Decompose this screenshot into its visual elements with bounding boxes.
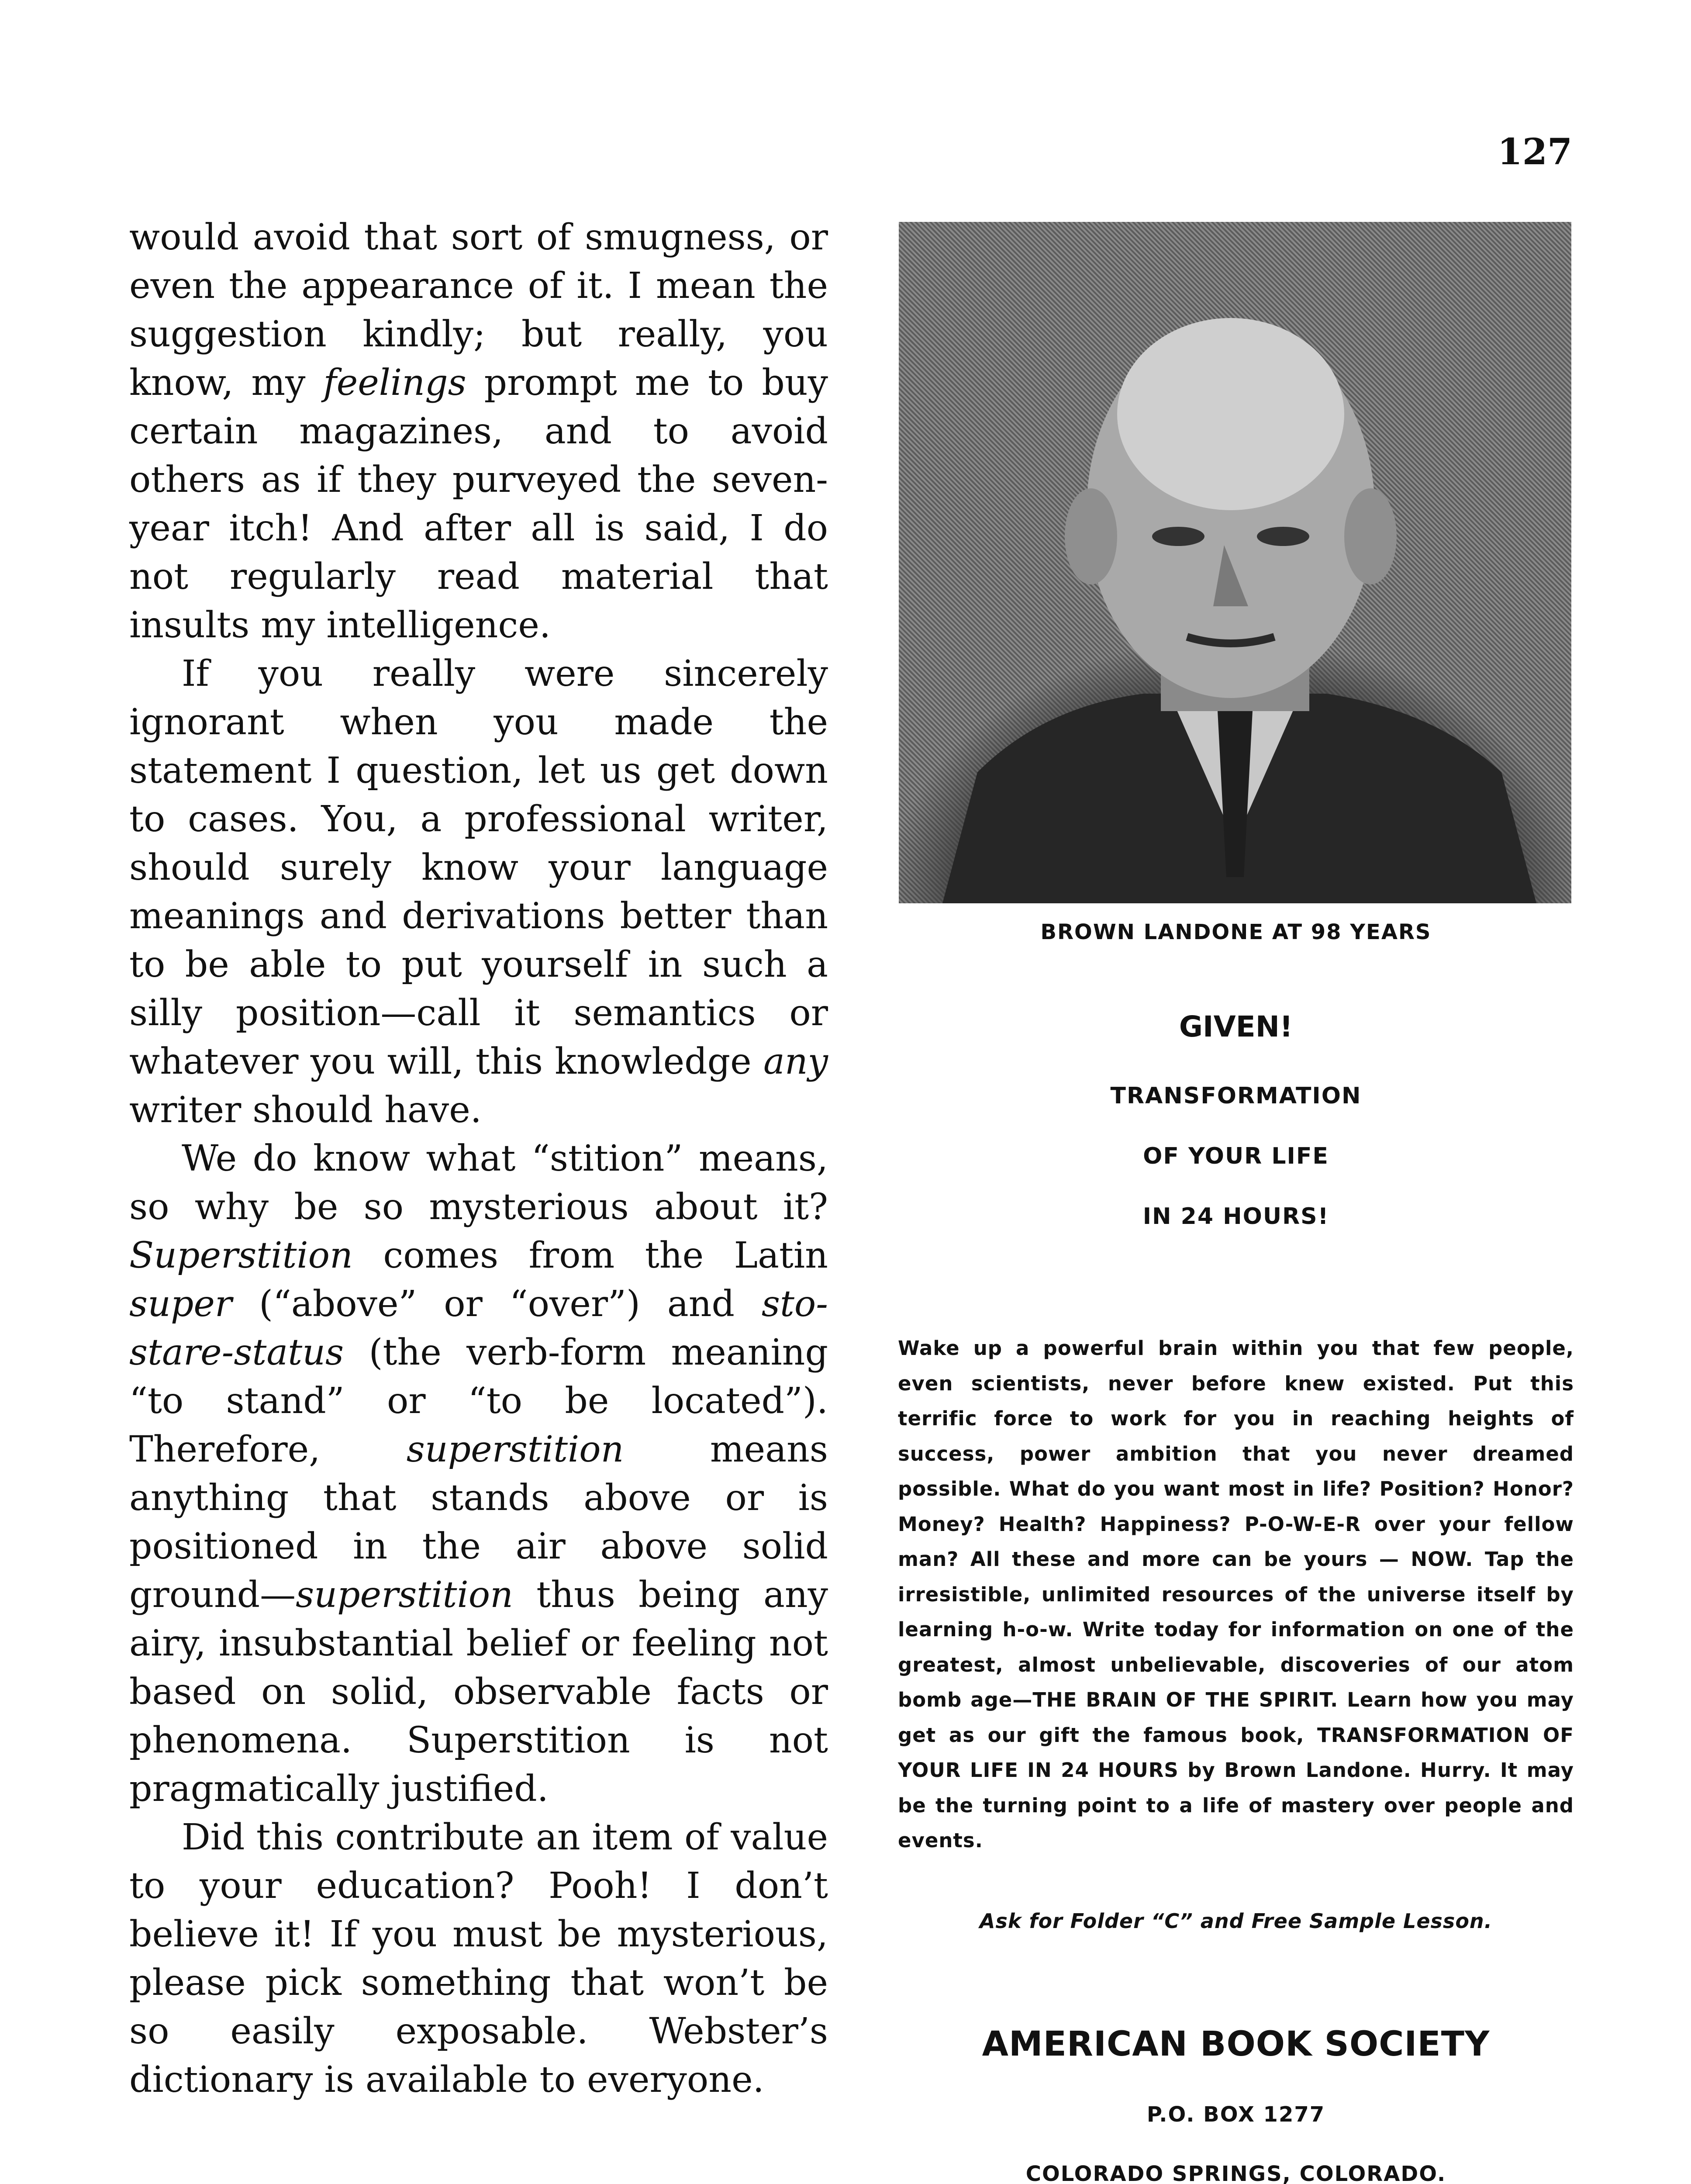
bald-crown-highlight bbox=[1117, 318, 1344, 510]
portrait-photo bbox=[899, 222, 1571, 903]
photo-caption: BROWN LANDONE AT 98 YEARS bbox=[1040, 920, 1432, 944]
ad-address-line: P.O. BOX 1277 bbox=[1146, 2102, 1325, 2127]
ad-folder-note: Ask for Folder “C” and Free Sample Lesson. bbox=[979, 1909, 1493, 1933]
page-number: 127 bbox=[1497, 131, 1572, 173]
ad-body-text: Wake up a powerful brain within you that few people, even scientists, never before knew existed. Put this terrific force to work for you in reaching heights of success, power ambition that you never dreamed possible. What do you want most in life? Position? Honor? Money? Health? Happiness? P-O-W-E-R over your fellow man? All these and more can be yours — NOW. Tap the irresistible, unlimited resources of the universe itself by learning h-o-w. Write today for information on one of the greatest, almost unbelievable, discoveries of our atom bomb age—THE BRAIN OF THE SPIRIT. Learn how you may get as our gift the famous book, TRANSFORMATION OF YOUR LIFE IN 24 HOURS by Brown Landone. Hurry. It may be the turning point to a life of mastery over people and events. bbox=[898, 1337, 1574, 1852]
letter-paragraph-2: If you really were sincerely ignorant when you made the statement I question, let us get down to cases. You, a professional writer, should surely know your language meanings and derivations better than to be able to put yourself in such a silly position—call it semantics or whatever you will, this knowledge any writer should have. bbox=[129, 653, 828, 1131]
ad-subhead: IN 24 HOURS! bbox=[1142, 1203, 1329, 1230]
ad-subhead: OF YOUR LIFE bbox=[1143, 1143, 1329, 1169]
right-eye-shape bbox=[1257, 527, 1309, 546]
letter-paragraph-3: We do know what “stition” means, so why be so mysterious about it? Superstition comes from the Latin super (“above” or “over”) and sto-stare-status (the verb-form meaning “to stand” or “to be located”). Therefore, superstition means anything that stands above or is positioned in the air above solid ground—superstition thus being any airy, insubstantial belief or feeling not based on solid, observable facts or phenomena. Superstition is not pragmatically justified. bbox=[129, 1138, 828, 1810]
ad-organization-name: AMERICAN BOOK SOCIETY bbox=[982, 2024, 1490, 2064]
ad-address-line: COLORADO SPRINGS, COLORADO. bbox=[1025, 2161, 1446, 2184]
right-ear-shape bbox=[1344, 488, 1397, 584]
portrait-figure bbox=[899, 222, 1571, 903]
ad-headline: GIVEN! bbox=[1179, 1010, 1293, 1044]
letter-paragraph-4: Did this contribute an item of value to your education? Pooh! I don’t believe it! If you must be mysterious, please pick something that won’t be so easily exposable. Webster’s dictionary is available to everyone. bbox=[129, 1817, 828, 2101]
ad-subhead: TRANSFORMATION bbox=[1110, 1083, 1362, 1109]
left-ear-shape bbox=[1065, 488, 1117, 584]
advertisement bbox=[891, 909, 1581, 2184]
letter-text-column bbox=[129, 213, 828, 2104]
letter-paragraph-1: would avoid that sort of smugness, or even the appearance of it. I mean the suggestion kindly; but really, you know, my feelings prompt me to buy certain magazines, and to avoid others as if they purveyed the seven-year itch! And after all is said, I do not regularly read material that insults my intelligence. bbox=[129, 217, 828, 646]
left-eye-shape bbox=[1152, 527, 1204, 546]
